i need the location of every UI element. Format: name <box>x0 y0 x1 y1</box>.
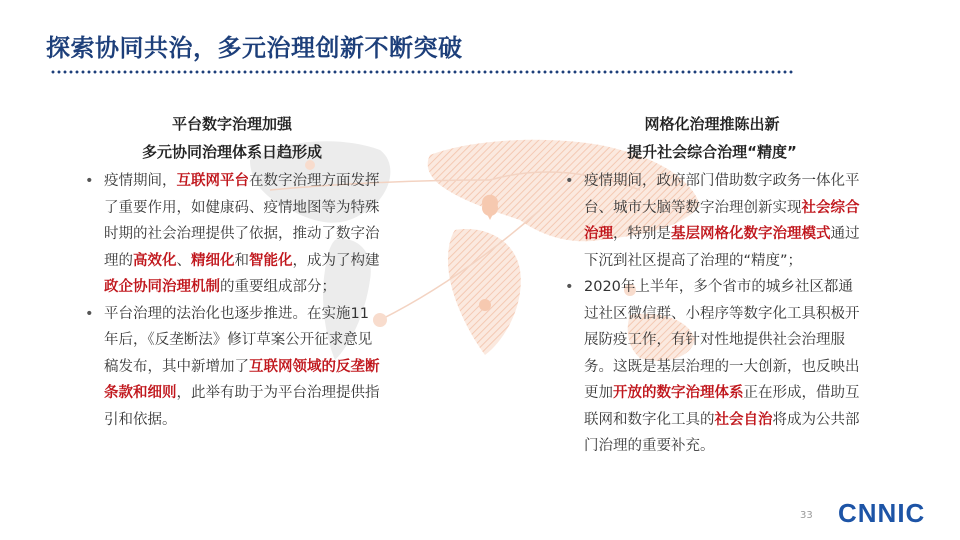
right-column <box>562 110 862 460</box>
list-item: • 疫情期间，政府部门借助数字政务一体化平台、城市大脑等数字治理创新实现社会综合治理，特别是基层网格化数字治理模式通过下沉到社区提高了治理的“精度”； <box>562 168 862 274</box>
page-number: 33 <box>800 510 813 521</box>
list-item: • 疫情期间，互联网平台在数字治理方面发挥了重要作用，如健康码、疫情地图等为特殊时期的社会治理提供了依据，推动了数字治理的高效化、精细化和智能化，成为了构建政企协同治理机制的重要组成部分； <box>82 168 382 301</box>
left-column <box>82 110 382 433</box>
cnnic-logo: CNNIC <box>838 498 926 528</box>
left-heading-line1: 平台数字治理加强 <box>171 115 292 133</box>
left-bullet-list <box>82 168 382 433</box>
list-item: • 2020年上半年，多个省市的城乡社区都通过社区微信群、小程序等数字化工具积极开展防疫工作，有针对性地提供社会治理服务。这既是基层治理的一大创新，也反映出更加开放的数字治理体系正在形成，借助互联网和数字化工具的社会自治将成为公共部门治理的重要补充。 <box>562 274 862 460</box>
left-heading-line2: 多元协同治理体系日趋形成 <box>141 143 322 161</box>
right-heading-line1: 网格化治理推陈出新 <box>644 115 780 133</box>
list-item: • 平台治理的法治化也逐步推进。在实施11年后，《反垄断法》修订草案公开征求意见稿发布，其中新增加了互联网领域的反垄断条款和细则，此举有助于为平台治理提供指引和依据。 <box>82 301 382 434</box>
dotted-divider <box>50 70 795 74</box>
right-bullet-list <box>562 168 862 460</box>
right-heading-line2: 提升社会综合治理“精度” <box>627 143 797 161</box>
page-title: 探索协同共治，多元治理创新不断突破 <box>46 34 463 62</box>
